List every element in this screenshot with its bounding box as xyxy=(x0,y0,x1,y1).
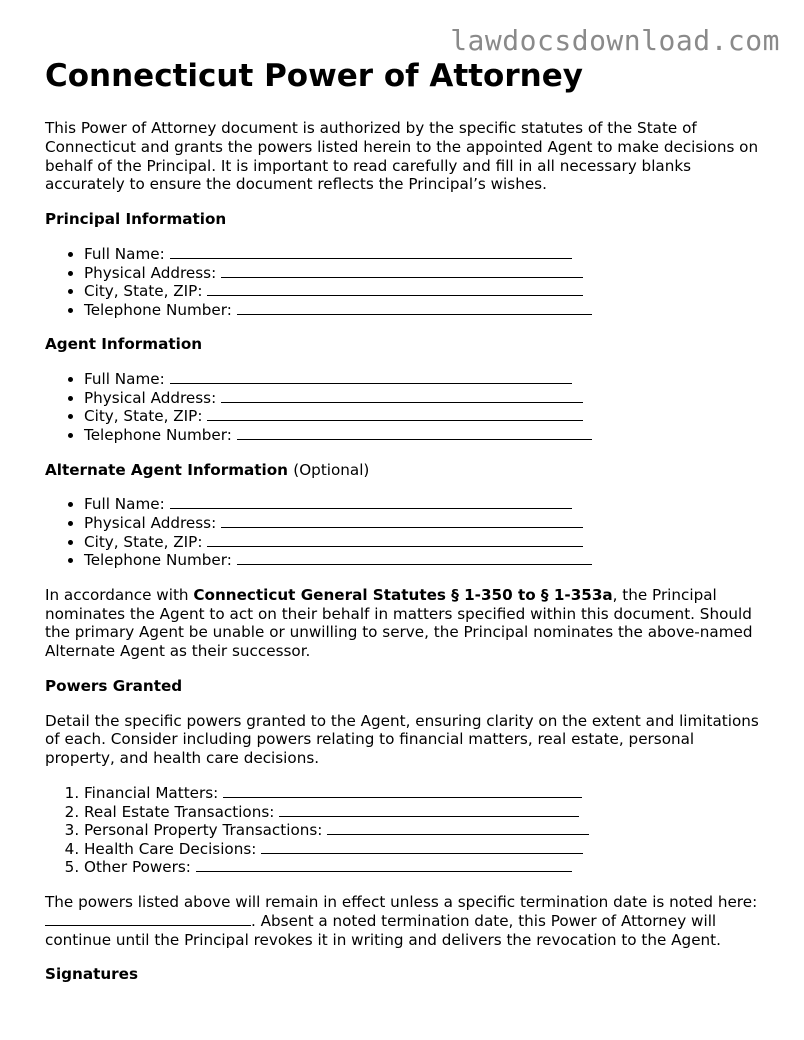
powers-description: Detail the specific powers granted to the Agent, ensuring clarity on the extent and limitations of each. Consider including powers relating to financial matters, real estate, personal property, and health care decisions. xyxy=(45,711,759,768)
powers-heading: Powers Granted xyxy=(45,676,183,695)
alternate-telephone-blank[interactable] xyxy=(237,551,592,565)
agent-address-blank[interactable] xyxy=(221,389,583,403)
alternate-city-blank[interactable] xyxy=(207,533,583,547)
power-health-care-blank[interactable] xyxy=(261,840,583,854)
alternate-telephone: • Telephone Number: xyxy=(84,551,765,570)
agent-heading: Agent Information xyxy=(45,335,203,354)
principal-telephone: • Telephone Number: xyxy=(84,301,765,320)
agent-city: • City, State, ZIP: xyxy=(84,407,765,426)
power-item-personal-property: 3. Personal Property Transactions: xyxy=(84,821,765,840)
document-page xyxy=(45,54,765,1000)
principal-city-blank[interactable] xyxy=(207,282,583,296)
alternate-fields xyxy=(45,495,765,569)
alternate-full-name: • Full Name: xyxy=(84,495,765,514)
statute-citation: Connecticut General Statutes § 1-350 to § 1-353a xyxy=(193,585,613,604)
statute-paragraph: In accordance with Connecticut General Statutes § 1-350 to § 1-353a, the Principal nominates the Agent to act on their behalf in matters specified within this document. Should the primary Agent be unable or unwilling to serve, the Principal nominates the above-named Alternate Agent as their successor. xyxy=(45,585,753,661)
agent-full-name: • Full Name: xyxy=(84,370,765,389)
power-item-real-estate: 2. Real Estate Transactions: xyxy=(84,803,765,822)
alternate-heading: Alternate Agent Information (Optional) xyxy=(45,460,370,479)
power-financial-blank[interactable] xyxy=(223,784,582,798)
power-item-financial: 1. Financial Matters: xyxy=(84,784,765,803)
agent-city-blank[interactable] xyxy=(207,407,583,421)
power-real-estate-blank[interactable] xyxy=(279,803,579,817)
alternate-city: • City, State, ZIP: xyxy=(84,533,765,552)
powers-list xyxy=(45,784,765,877)
watermark-text: lawdocsdownload.com xyxy=(450,24,780,57)
principal-fields xyxy=(45,245,765,319)
document-title: Connecticut Power of Attorney xyxy=(45,58,583,94)
principal-address-blank[interactable] xyxy=(221,264,583,278)
alternate-address: • Physical Address: xyxy=(84,514,765,533)
power-item-health-care: 4. Health Care Decisions: xyxy=(84,840,765,859)
agent-telephone: • Telephone Number: xyxy=(84,426,765,445)
alternate-full-name-blank[interactable] xyxy=(170,495,572,509)
principal-address: • Physical Address: xyxy=(84,264,765,283)
principal-city: • City, State, ZIP: xyxy=(84,282,765,301)
principal-full-name-blank[interactable] xyxy=(170,245,572,259)
agent-fields xyxy=(45,370,765,444)
principal-heading: Principal Information xyxy=(45,210,227,229)
alternate-heading-note: (Optional) xyxy=(293,460,370,479)
signatures-heading: Signatures xyxy=(45,965,138,984)
principal-telephone-blank[interactable] xyxy=(237,301,592,315)
principal-full-name: • Full Name: xyxy=(84,245,765,264)
power-other-blank[interactable] xyxy=(196,858,572,872)
agent-full-name-blank[interactable] xyxy=(170,370,572,384)
agent-address: • Physical Address: xyxy=(84,389,765,408)
power-personal-property-blank[interactable] xyxy=(327,821,589,835)
termination-date-blank[interactable] xyxy=(45,912,251,926)
agent-telephone-blank[interactable] xyxy=(237,426,592,440)
intro-paragraph: This Power of Attorney document is authorized by the specific statutes of the State of Connecticut and grants the powers listed herein to the appointed Agent to make decisions on behalf of the Principal. It is important to read carefully and fill in all necessary blanks accurately to ensure the document reflects the Principal’s wishes. xyxy=(45,119,759,194)
power-item-other: 5. Other Powers: xyxy=(84,858,765,877)
termination-paragraph: The powers listed above will remain in effect unless a specific termination date is noted here: . Absent a noted termination date, this Power of Attorney will continue until the Principal revokes it in writing and delivers the revocation to the Agent. xyxy=(45,893,758,949)
alternate-address-blank[interactable] xyxy=(221,514,583,528)
